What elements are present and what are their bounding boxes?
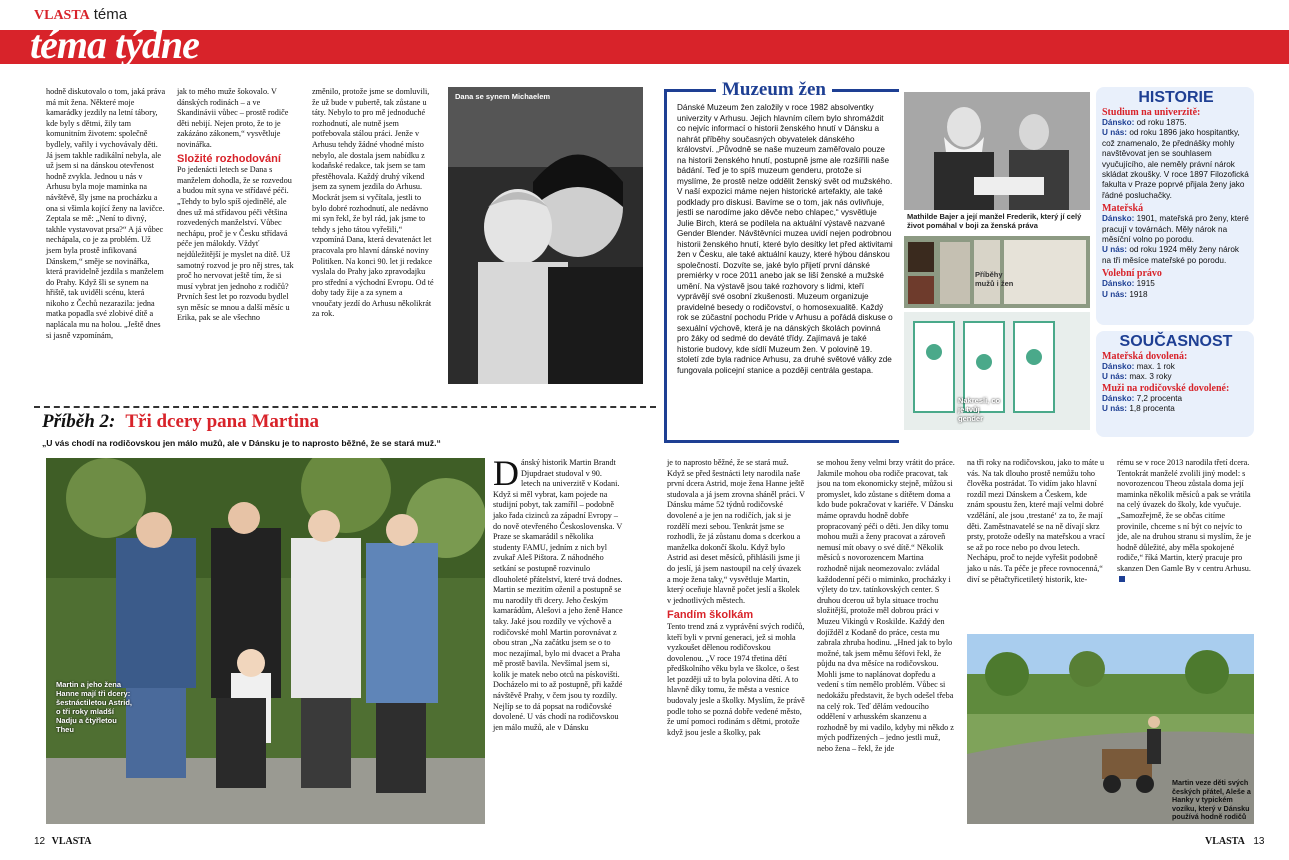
photo-caption: Mathilde Bajer a její manžel Frederik, který jí celý život pomáhal v boji za ženská práva [907,212,1082,230]
photo-martin-family [46,458,485,824]
footer-brand: VLASTA [51,836,92,847]
present-entry [1102,362,1250,372]
history-entry [1102,245,1250,266]
entry-label: U nás: [1102,245,1128,255]
entry-value: max. 1 rok [1136,362,1175,371]
body-column-1 [46,87,166,341]
exhibit-sign: Příběhy mužů i žen [975,270,1014,288]
body-text: Tento trend zná z vyprávění svých rodičů, kteří byli v první generaci, jež si mohla vyzkoušet dělenou rodičovskou dovolenou. „V roce 1974 třetina dětí předškolního věku byla ve školce, o šest let později už to byla polovina dětí. A to hlavně díky tomu, že města a vesnice budovaly jesle a školky. Myslím, že právě podle toho se pozná dobře vedené město, že umí pomoci rodinám s dětmi, protože když jsou jesle a školky, pak [667,621,805,737]
body-text: změnilo, protože jsme se domluvili, že už bude v pubertě, tak zůstane u táty. Nebylo to pro mě jednoduché rozhodnutí, ale nutně jsem potřebovala stálou práci. Jenže v Arhusu tehdy žádné vhodné místo nebylo, ale dostala jsem nabídku z kodaňské redakce, tak jsem se tam přestěhovala. Každý druhý víkend jsem za synem jezdila do Arhusu. Mockrát jsem si vyčítala, jestli to bylo dobré rozhodnutí, ale nedávno mi syn řekl, že byl rád, jak jsme to tehdy s jeho tátou vyřešili,“ vzpomíná Dana, která devatenáct let pracovala pro hlavní dánské noviny Politiken. Na konci 90. let ji redakce vyslala do Prahy jako zpravodajku pro střední a východní Evropu. Od té doby tady žije a za synem a vnoučaty jezdí do Arhusu několikrát za rok. [312,87,434,319]
story-label: Příběh 2: [42,411,116,432]
body-text: hodně diskutovalo o tom, jaká práva má mít žena. Některé moje kamarádky jezdily na letní tábory, kde byly s dětmi, žily tam komunitním životem: společně bydlely, vařily i vychovávaly děti. Já jsem takhle radikální nebyla, ale už jsem si na dánskou otevřenost hodně zvykla. Jednou u nás v Arhusu byla moje maminka na návštěvě, šly jsme na procházku a ona si všimla kojící ženy na lavičce. Zeptala se mě: „Není to divný, takhle vystavovat prsa?“ A já vůbec nechápala, co je za problém. Už jsem byla prostě infikovaná Dánskem,“ směje se novinářka, která pravidelně jezdila s manželem do Prahy. Když šli se synem na hřiště, tak uviděli scénu, která nikoho z Čechů nezarazila: jedna matka popadla své zlobivé dítě a naplácala mu na holou. „Ještě dnes si jasně vzpomínám, [46,87,166,340]
subheading: Složité rozhodování [177,152,281,165]
story-column-2 [667,458,805,738]
photo-illustration [46,458,485,824]
museum-title: Muzeum žen [716,79,832,101]
story-column-3 [817,458,955,755]
photo-dana-and-son [448,87,643,384]
page-number: 12 [34,836,46,847]
section-label: téma [93,6,128,23]
footer-right [1205,836,1264,847]
photo-caption: Martin veze děti svých českých přátel, Aleše a Hanky v typickém vozíku, který v Dánsku používá hodně rodičů [1172,778,1251,822]
entry-value: 1901, mateřská pro ženy, které pracují v továrnách. Měly nárok na měsíční volno po porodu. [1102,214,1249,245]
entry-value: max. 3 roky [1129,372,1172,382]
history-subtitle: Studium na univerzitě: [1102,107,1201,118]
present-entry [1102,372,1250,382]
story-title: Tři dcery pana Martina [125,411,320,432]
entry-label: Dánsko: [1102,362,1135,371]
present-title: SOUČASNOST [1119,333,1233,350]
photo-caption: Dana se synem Michaelem [455,92,551,101]
entry-label: Dánsko: [1102,118,1135,127]
body-text: je to naprosto běžné, že se stará muž. Když se před šestnácti lety narodila naše první dcera Astrid, moje žena Hanne ještě studovala a já jsem zrovna sháněl práci. V Dánsku máme 52 týdnů rodičovské dovolené a je jen na rodičích, jak si je rozdělí mezi sebou. Tenkrát jsme se rozhodli, že já zůstanu doma s dcerkou a manželka dokončí školu. Když bylo Astrid asi deset měsíců, přihlásili jsme ji do jeslí, já jsem nastoupil na celý úvazek a moje žena taky,“ vysvětluje Martin, který oceňuje hlavně počet jeslí a školek v jednotlivých městech. [667,458,805,605]
page-title: téma týdne [30,22,199,67]
drop-cap: D [493,453,519,493]
photo-illustration [904,92,1090,210]
entry-label: U nás: [1102,404,1128,414]
present-entry [1102,394,1250,404]
body-text-run: rému se v roce 2013 narodila třetí dcera. Tentokrát manželé zvolili jiný model: s novorozencou Theou zůstala doma její maminka několik měsíců a pak se vrátila na celý úvazek do školy, kde vyučuje. „Samozřejmě, že se občas citíme provinile, chceme s ní být co nejvíc to jde, ale na druhou stranu si myslím, že je hodně důležité, aby měla spokojené rodiče,“ říká Martin, který pracuje pro skanzen Den Gamle By v centru Arhusu. [1117,458,1252,573]
history-title: HISTORIE [1138,89,1214,106]
history-entry [1102,290,1250,300]
history-entry [1102,128,1250,201]
story-column-4 [967,458,1105,585]
brand-label: VLASTA [34,8,90,23]
entry-value: 1918 [1129,289,1148,299]
entry-label: Dánsko: [1102,214,1135,224]
entry-label: U nás: [1102,128,1128,138]
present-subtitle: Muži na rodičovské dovolené: [1102,382,1230,394]
entry-value: 1915 [1136,279,1155,289]
body-text: na tři roky na rodičovskou, jako to máte u vás. Na tak dlouho prostě nemůžu toho člověka postrádat. To vidím jako hlavní rozdíl mezi Dánskem a Českem, kde znám spoustu žen, které mají velmi dobré vzdělání, ale jsou ‚trestané‘ za to, že mají děti. Zaměstnavatelé se na ně dívají skrz prsty, protože odešly na mateřskou a vrací se až po roce nebo po dvou letech. Nechápu, proč to nejde vyřešit podobně jako u nás. Ta péče je přece rovnocenná,“ diví se pětačtyřicetiletý historik, kte- [967,458,1105,584]
footer-brand: VLASTA [1205,836,1245,847]
history-subtitle: Volební právo [1102,268,1162,280]
photo-illustration [448,87,643,384]
history-content [1102,89,1250,300]
entry-value: od roku 1875. [1136,118,1187,127]
history-entry [1102,118,1250,128]
photo-caption: Martin a jeho žena Hanne mají tři dcery: šestnáctiletou Astrid, o tři roky mladší Nadju a čtyřletou Theu [56,680,132,734]
body-text: se mohou ženy velmi brzy vrátit do práce. Jakmile mohou oba rodiče pracovat, tak jsou na tom ekonomicky stejně, můžou si promyslet, kdo zůstane s dítětem doma a kdo bude pokračovat v kariéře. V Dánsku máme opravdu hodně dobře propracovaný péči o děti. Jen díky tomu mohou muži a ženy pracovat a zároveň nemusí mít obavy o své dítě.“ Několik měsíců s novorozencem Martina rozhodně nijak neomezovalo: zvládal každodenní péči o miminko, procházky i výlety do tzv. tatínkovských center. S druhou dcerou už byla situace trochu složitější, protože měl dobrou práci v Muzeu Vikingů v Roskilde. Každý den dojížděl z Kodaně do práce, cesta mu zabrala zhruba hodinu. „Hned jak to bylo možné, tak jsem měmu šéfovi řekl, že půjdu na dva měsíce na rodičovskou. Mohli jsme to naplánovat dopředu a vedení s tím nemělo problém. Vůbec si nedokážu představit, že bych odešel třeba na celý rok. Teď dělám vedoucího oddělení v arhusském skanzenu a rozhodně by mi vadilo, kdyby mi někdo z mých podřízených – jedno jestli muž, nebo žena – řekl, že jde [817,458,955,754]
body-column-2 [177,87,297,324]
entry-value: od roku 1896 jako hospitantky, což znamenalo, že přednášky mohly navštěvovat jen se souhlasem vyučujícího, ale neměly právní nárok skládat zkoušky. V roce 1897 Filozofická fakulta v Praze poprvé přijala ženy jako řádné posluchačky. [1102,128,1249,200]
present-content [1102,333,1250,415]
story-column-1 [493,453,623,733]
present-entry [1102,404,1250,414]
story-heading [42,411,319,433]
photo-mathilde-and-frederik [904,92,1090,210]
footer-left [34,836,91,847]
entry-value: 1,8 procenta [1129,404,1175,414]
body-text: jak to mého muže šokovalo. V dánských rodinách – a ve Skandinávii vůbec – prostě rodiče děti nebijí. Nejen proto, že to je zakázáno zákonem,“ vysvětluje novinářka. [177,87,289,149]
museum-text: Dánské Muzeum žen založily v roce 1982 absolventky univerzity v Arhusu. Jejich hlavním cílem bylo shromáždit co nejvíc informací o historii ženského hnutí v Dánsku a nahrát příběhy současných obyvatelek dánského království. „Původně se naše muzeum zaměřovalo pouze na historii ženského hnutí, postupně jsme ale rozšířili naše bádání. Teď je to spíš muzeum genderu, protože si myslíme, že prostě nelze oddělit ženský svět od mužského. V naší expozici máme nejen historické artefakty, ale také podklady pro diskusi. Bavíme se o tom, jak nás ovlivňuje, jestli se narodíme jako děvče nebo chlapec,“ vysvětluje Julie Birch, která se podílela na aktuální výstavě nazvané Gender Blender. Návštěvníci muzea uvidí nejen podrobnou historii ženského hnutí, které bylo desítky let před aktivitami žen v Česku, ale také aktuální kauzy, které hýbou dánskou společností. Dozvíte se, jaké bylo přijetí první dánské premiérky v roce 2011 anebo jak se liší ženské a mužské umění. Na výstavě jsou také rozhovory s lidmi, kteří vyprávějí své osobní zkušenosti. Muzeum organizuje pravidelné besedy o rodičovství, o homosexualitě. Každý rok se zúčastní pochodu Pride v Arhusu a pořádá diskuse o sexuální výchově, která je na dánských školách povinná pro žáky od sedmé do deváté třídy. Zajímavá je také historie budovy, kde sídlí Muzeum žen. V polovině 19. století zde byla radnice Arhusu, za druhé světové války zde fungovala policejní stanice a později centrála gestapa. [677,103,893,375]
history-entry [1102,279,1250,289]
body-text [1117,458,1253,585]
entry-label: U nás: [1102,289,1128,299]
subheading: Fandím školkám [667,609,754,622]
history-entry [1102,214,1250,245]
entry-label: Dánsko: [1102,279,1135,289]
entry-value: 7,2 procenta [1136,393,1183,403]
entry-value: od roku 1924 měly ženy nárok na tři měsíce mateřské po porodu. [1102,245,1239,265]
body-column-3 [312,87,434,320]
end-mark-icon [1119,576,1125,582]
photo-caption: Nakresli, co je tvůj gender [958,396,1001,423]
entry-label: Dánsko: [1102,393,1135,403]
dashed-separator [34,406,656,408]
present-subtitle: Mateřská dovolená: [1102,351,1188,362]
history-subtitle: Mateřská [1102,203,1144,215]
page-number: 13 [1253,836,1265,847]
body-text: Po jedenácti letech se Dana s manželem dohodla, že se rozvedou a budou mít syna ve střídavé péči. „Tehdy to bylo spíš ojedinělé, ale dnes už má střídavou péči většina rozvedených manželství. Vůbec nechápu, proč je v Česku střídavá péče jen málokdy. Vždyť nejdůležitější je myslet na dítě. Už samotný rozvod je pro něj stres, tak proč ho nervovat ještě tím, že si musí vybrat jen jednoho z rodičů? Prvních šest let po rozvodu bydlel syn měsíc se mnou a další měsíc u Erika, pak se ale všechno [177,165,294,323]
story-lead: „U vás chodí na rodičovskou jen málo mužů, ale v Dánsku je to naprosto běžné, že se stará muž.“ [42,438,441,448]
entry-label: U nás: [1102,372,1128,382]
body-text: ánský historik Martin Brandt Djupdraet studoval v 90. letech na univerzitě v Kodani. Když si měl vybrat, kam pojede na studijní pobyt, tak zamířil – podobně jako řada cizinců za západní Evropy – do nově otevřeného Československa. V Praze se skamarádil s několika studenty FAMU, jedním z nich byl zvukař Aleš Pištora. Z náhodného setkání se postupně rozvinulo dlouholeté přátelství, které trvá dodnes. Martin se mezitím oženil a postupně se mu narodily tři dcery. Jeho českým kamarádům, Alešovi a jeho ženě Hance taky. Jaké jsou rozdíly ve výchově a rodičovské mohl Martin porovnávat z obou stran „Na začátku jsem se o to moc nezajímal, bylo mi dvacet a Praha mě prostě bavila. Nevšímal jsem si, kolik je matek nebo otců na pískovišti. Docházelo mi to až postupně, při každé návštěvě Prahy, v čem jsou ty rozdíly. Nejlíp se to dá popsat na rodičovské dovolené. U vás chodí na rodičovskou jen málo mužů, ale v Dánsku [493,458,623,732]
story-column-5 [1117,458,1253,585]
